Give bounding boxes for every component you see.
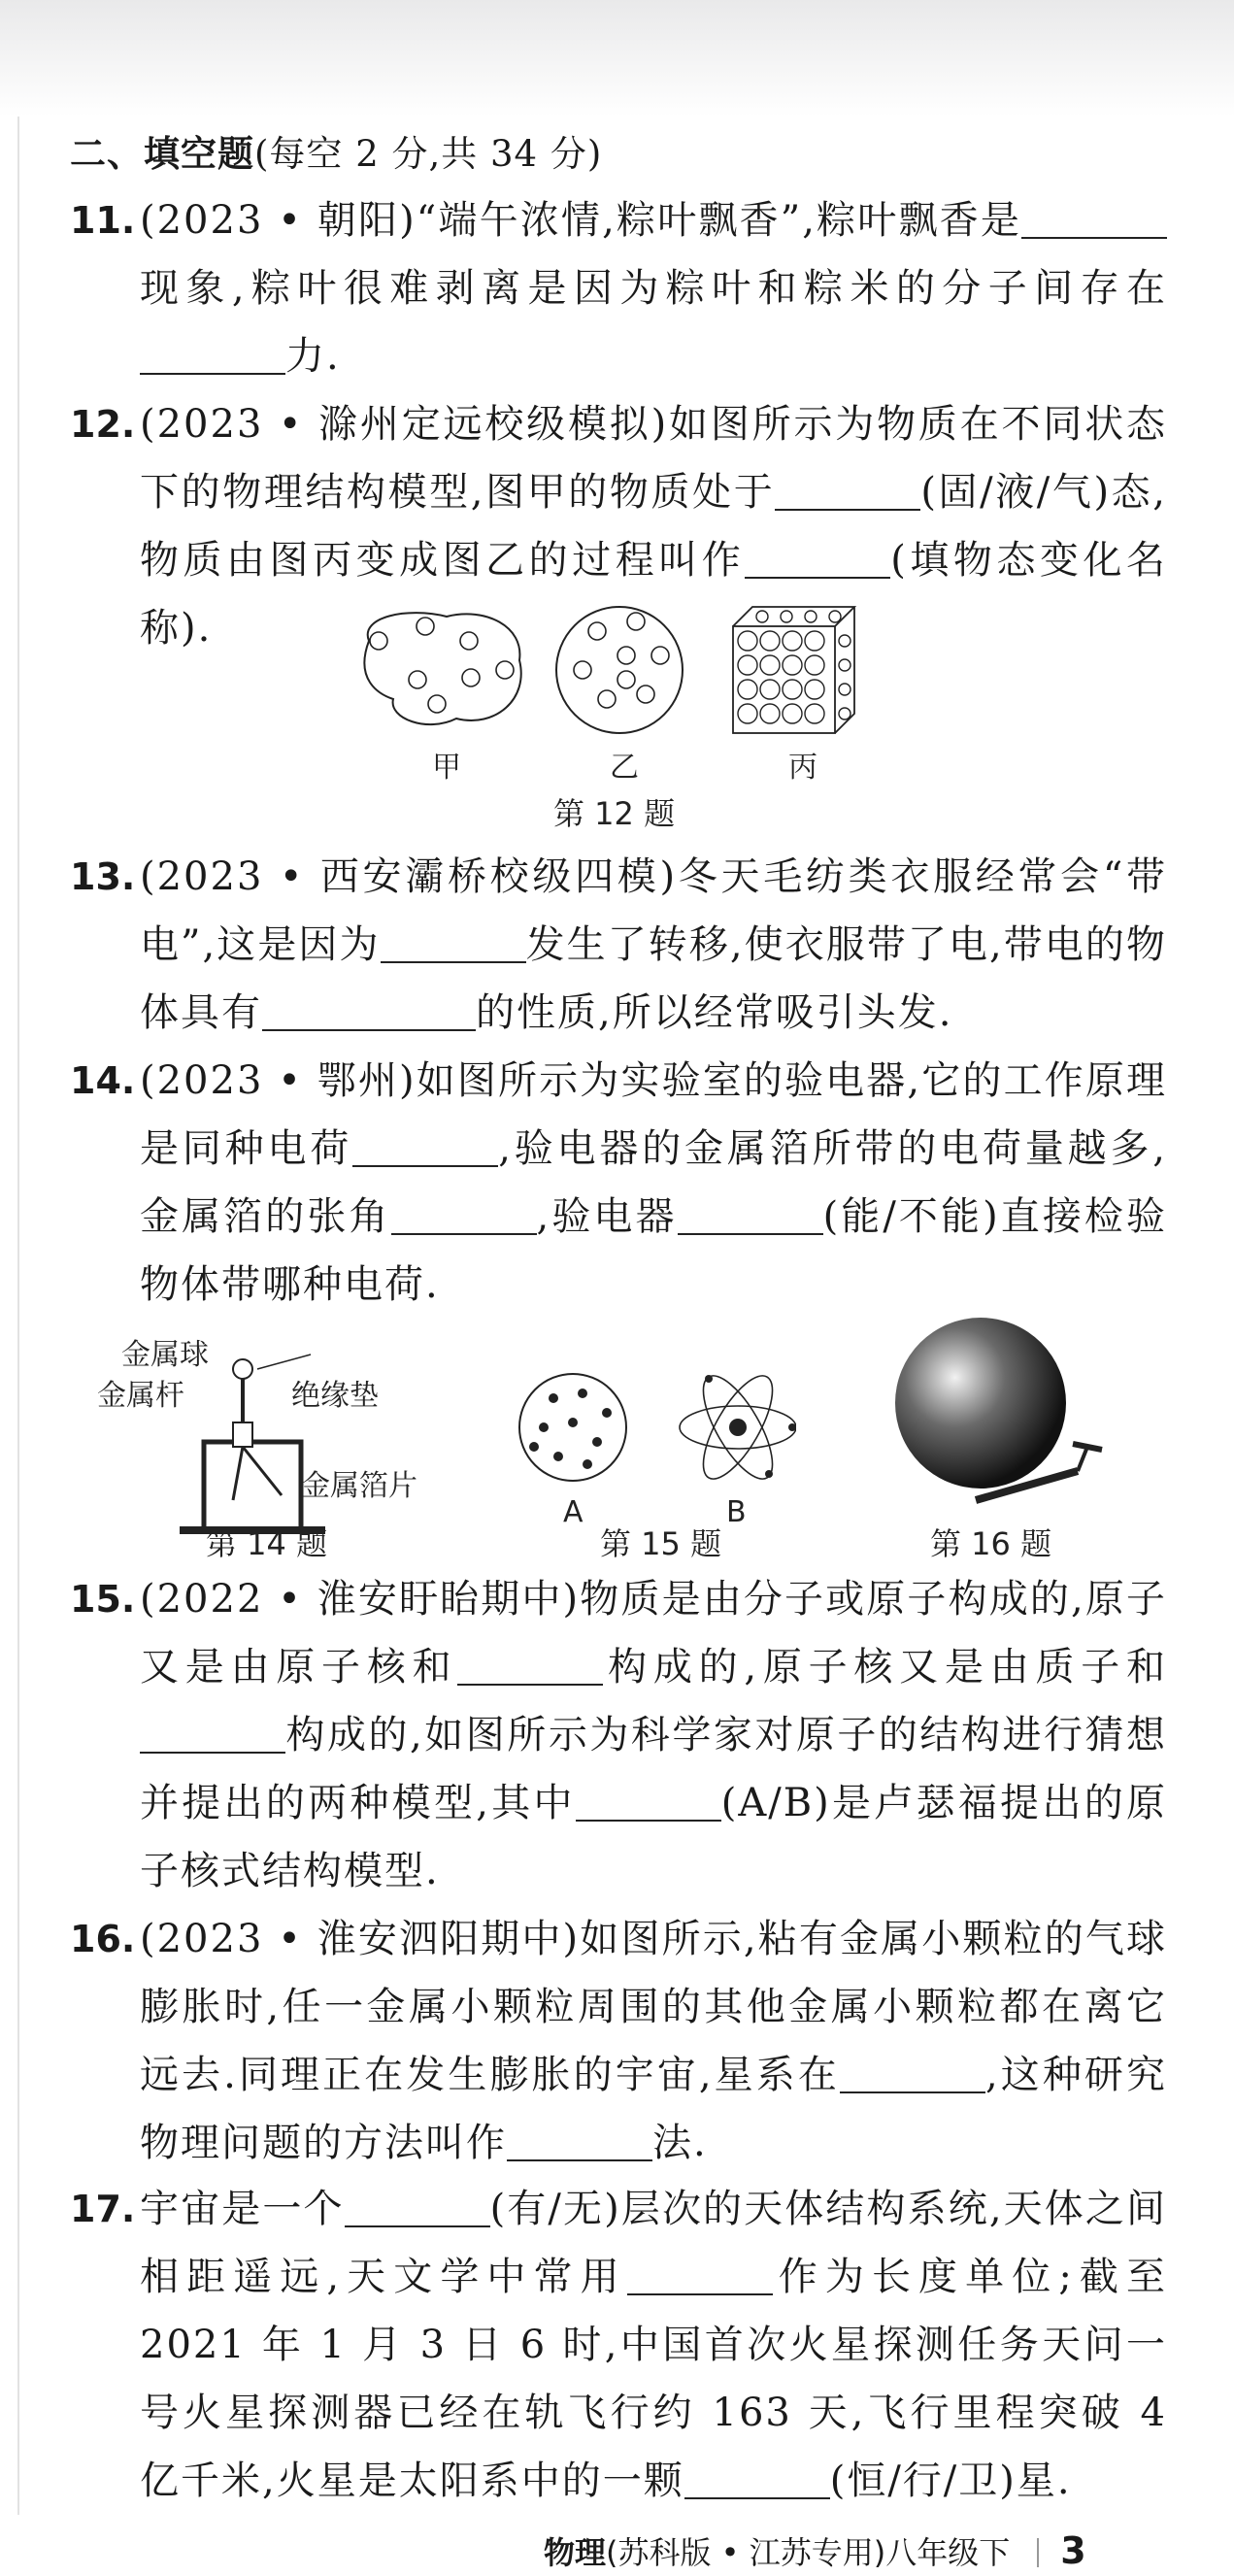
margin-line [17, 117, 19, 2515]
answer-blank[interactable] [627, 2253, 773, 2295]
figure-label: 金属球 [121, 1338, 209, 1372]
question-text: 法. [652, 2121, 708, 2165]
question-number: 14. [70, 1059, 136, 1102]
answer-blank[interactable] [678, 1192, 823, 1235]
answer-blank[interactable] [840, 2051, 985, 2093]
question-number: 17. [70, 2188, 136, 2230]
balloon-figure [884, 1316, 1107, 1510]
figure-label: 丙 [788, 751, 817, 785]
question-number: 16. [70, 1918, 136, 1960]
question-text: 作为长度单位;截至 2021 年 1 月 3 日 6 时,中国首次火星探测任务天问一号火星探测器已经在轨飞行约 163 天,飞行里程突破 4 亿千米,火星是太阳系中的一颗 [140, 2255, 1167, 2503]
figure-label: 甲 [432, 751, 461, 785]
footer-divider [1037, 2538, 1039, 2567]
figure-label: 乙 [610, 751, 639, 785]
question-number: 12. [70, 403, 136, 446]
section-heading: 二、填空题 [70, 133, 254, 175]
question-text: ,验电器的金属箔所带的电荷量越多,金属箔的张角 [140, 1126, 1167, 1239]
section-title [70, 124, 602, 177]
question-text: (填物态变化名称). [140, 538, 1168, 651]
answer-blank[interactable] [576, 1779, 721, 1822]
question-text: (有/无)层次的天体结构系统,天体之间相距遥远,天文学中常用 [140, 2187, 1168, 2299]
question-17 [70, 2175, 1167, 2515]
atom-models-figure [515, 1359, 796, 1495]
answer-blank[interactable] [457, 1643, 603, 1686]
answer-blank[interactable] [684, 2457, 830, 2499]
question-13 [70, 843, 1167, 1047]
answer-blank[interactable] [775, 468, 920, 511]
question-text: (2022 • 淮安盱眙期中)物质是由分子或原子构成的,原子又是由原子核和 [140, 1577, 1167, 1689]
question-text: (能/不能)直接检验物体带哪种电荷. [140, 1194, 1168, 1307]
question-text: (2023 • 淮安泗阳期中)如图所示,粘有金属小颗粒的气球膨胀时,任一金属小颗粒周围的其他金属小颗粒都在离它远去.同理正在发生膨胀的宇宙,星系在 [140, 1917, 1167, 2097]
question-text: 的性质,所以经常吸引头发. [476, 990, 953, 1035]
question-text: 构成的,如图所示为科学家对原子的结构进行猜想并提出的两种模型,其中 [140, 1713, 1167, 1825]
question-text: 发生了转移,使衣服带了电,带电的物体具有 [140, 922, 1167, 1035]
footer-subject: 物理 [544, 2534, 607, 2571]
section-note: (每空 2 分,共 34 分) [254, 133, 603, 175]
answer-blank[interactable] [381, 920, 526, 963]
question-text: ,验电器 [536, 1194, 678, 1239]
figure-caption: 第 14 题 [206, 1525, 328, 1562]
answer-blank[interactable] [352, 1124, 498, 1167]
question-16 [70, 1905, 1167, 2177]
states-of-matter-figure [350, 602, 874, 738]
figure-caption: 第 15 题 [600, 1525, 722, 1562]
question-text: 现象,粽叶很难剥离是因为粽叶和粽米的分子间存在 [140, 266, 1167, 311]
question-14 [70, 1047, 1167, 1319]
question-text: (2023 • 鄂州)如图所示为实验室的验电器,它的工作原理是同种电荷 [140, 1058, 1167, 1171]
answer-blank[interactable] [345, 2185, 490, 2227]
question-number: 13. [70, 855, 136, 898]
question-text: (固/液/气)态,物质由图丙变成图乙的过程叫作 [140, 470, 1167, 583]
question-number: 15. [70, 1578, 136, 1621]
answer-blank[interactable] [140, 332, 285, 375]
figure-label: 金属箔片 [301, 1469, 417, 1503]
question-text: 构成的,原子核又是由质子和 [603, 1645, 1168, 1689]
answer-blank[interactable] [507, 2119, 652, 2161]
question-text: (A/B)是卢瑟福提出的原子核式结构模型. [140, 1781, 1168, 1893]
figure-caption: 第 16 题 [930, 1525, 1052, 1562]
question-text: (2023 • 朝阳)“端午浓情,粽叶飘香”,粽叶飘香是 [140, 198, 1021, 243]
question-text: (恒/行/卫)星. [829, 2459, 1072, 2503]
page-number: 3 [1060, 2529, 1086, 2572]
page-footer [544, 2528, 1086, 2573]
question-text: 力. [285, 334, 341, 379]
answer-blank[interactable] [391, 1192, 537, 1235]
question-text: (2023 • 西安灞桥校级四模)冬天毛纺类衣服经常会“带电”,这是因为 [140, 854, 1167, 967]
top-shade [0, 0, 1234, 117]
figure-label: 绝缘垫 [291, 1379, 379, 1413]
answer-blank[interactable] [262, 988, 476, 1031]
question-text: 宇宙是一个 [140, 2187, 345, 2231]
question-15 [70, 1565, 1167, 1905]
answer-blank[interactable] [140, 1711, 285, 1754]
footer-edition: (苏科版 • 江苏专用)八年级下 [606, 2534, 1011, 2571]
question-number: 11. [70, 199, 136, 242]
answer-blank[interactable] [745, 536, 890, 579]
figure-label: A [563, 1495, 584, 1529]
question-11 [70, 186, 1167, 390]
figure-label: B [726, 1495, 747, 1529]
answer-blank[interactable] [1021, 196, 1167, 239]
figure-label: 金属杆 [97, 1379, 184, 1413]
question-text: (2023 • 滁州定远校级模拟)如图所示为物质在不同状态下的物理结构模型,图甲的物质处于 [140, 402, 1167, 515]
figure-caption: 第 12 题 [553, 795, 676, 832]
question-text: ,这种研究物理问题的方法叫作 [140, 2053, 1168, 2165]
